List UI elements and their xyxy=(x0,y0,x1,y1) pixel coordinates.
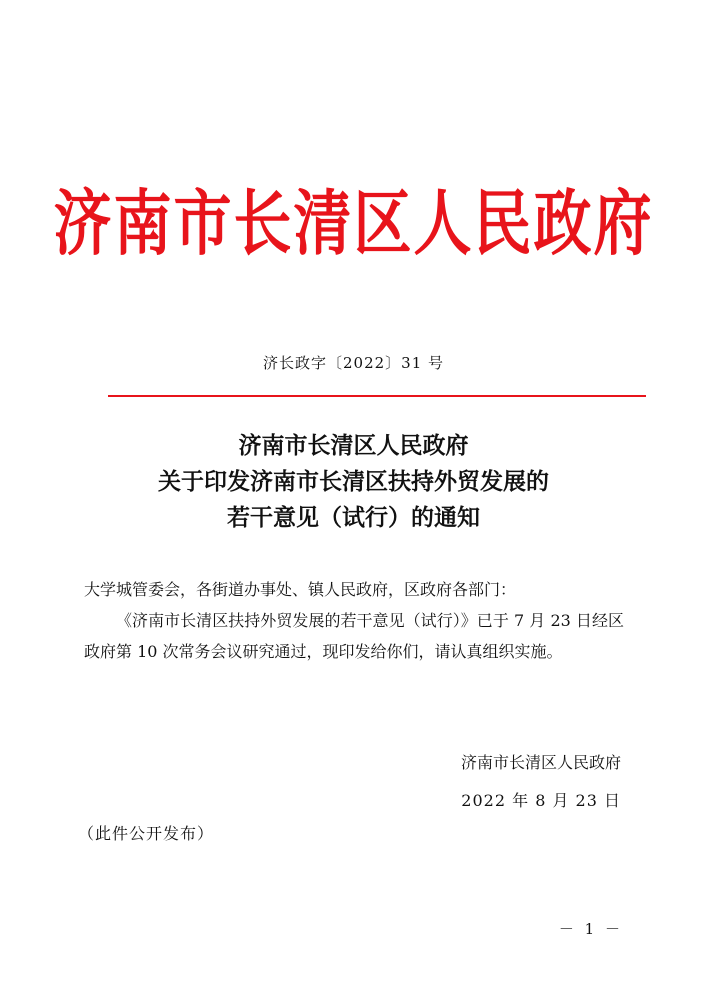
salutation: 大学城管委会，各街道办事处、镇人民政府，区政府各部门： xyxy=(84,580,517,599)
title-line-3: 若干意见（试行）的通知 xyxy=(227,504,480,531)
title-line-1: 济南市长清区人民政府 xyxy=(238,432,469,459)
red-divider-line xyxy=(108,395,646,397)
publication-note: （此件公开发布） xyxy=(78,824,215,843)
title-line-2: 关于印发济南市长清区扶持外贸发展的 xyxy=(158,468,549,495)
document-title xyxy=(0,428,707,536)
body-paragraph: 《济南市长清区扶持外贸发展的若干意见（试行）》已于 7 月 23 日经区政府第 10 次常务会议研究通过，现印发给你们，请认真组织实施。 xyxy=(84,611,624,661)
page-number: － 1 － xyxy=(558,920,623,938)
issuer-masthead: 济南市长清区人民政府 xyxy=(53,181,654,265)
signature-organization: 济南市长清区人民政府 xyxy=(460,753,621,772)
signature-date: 2022 年 8 月 23 日 xyxy=(461,791,621,810)
document-number: 济长政字〔2022〕31 号 xyxy=(262,354,445,372)
